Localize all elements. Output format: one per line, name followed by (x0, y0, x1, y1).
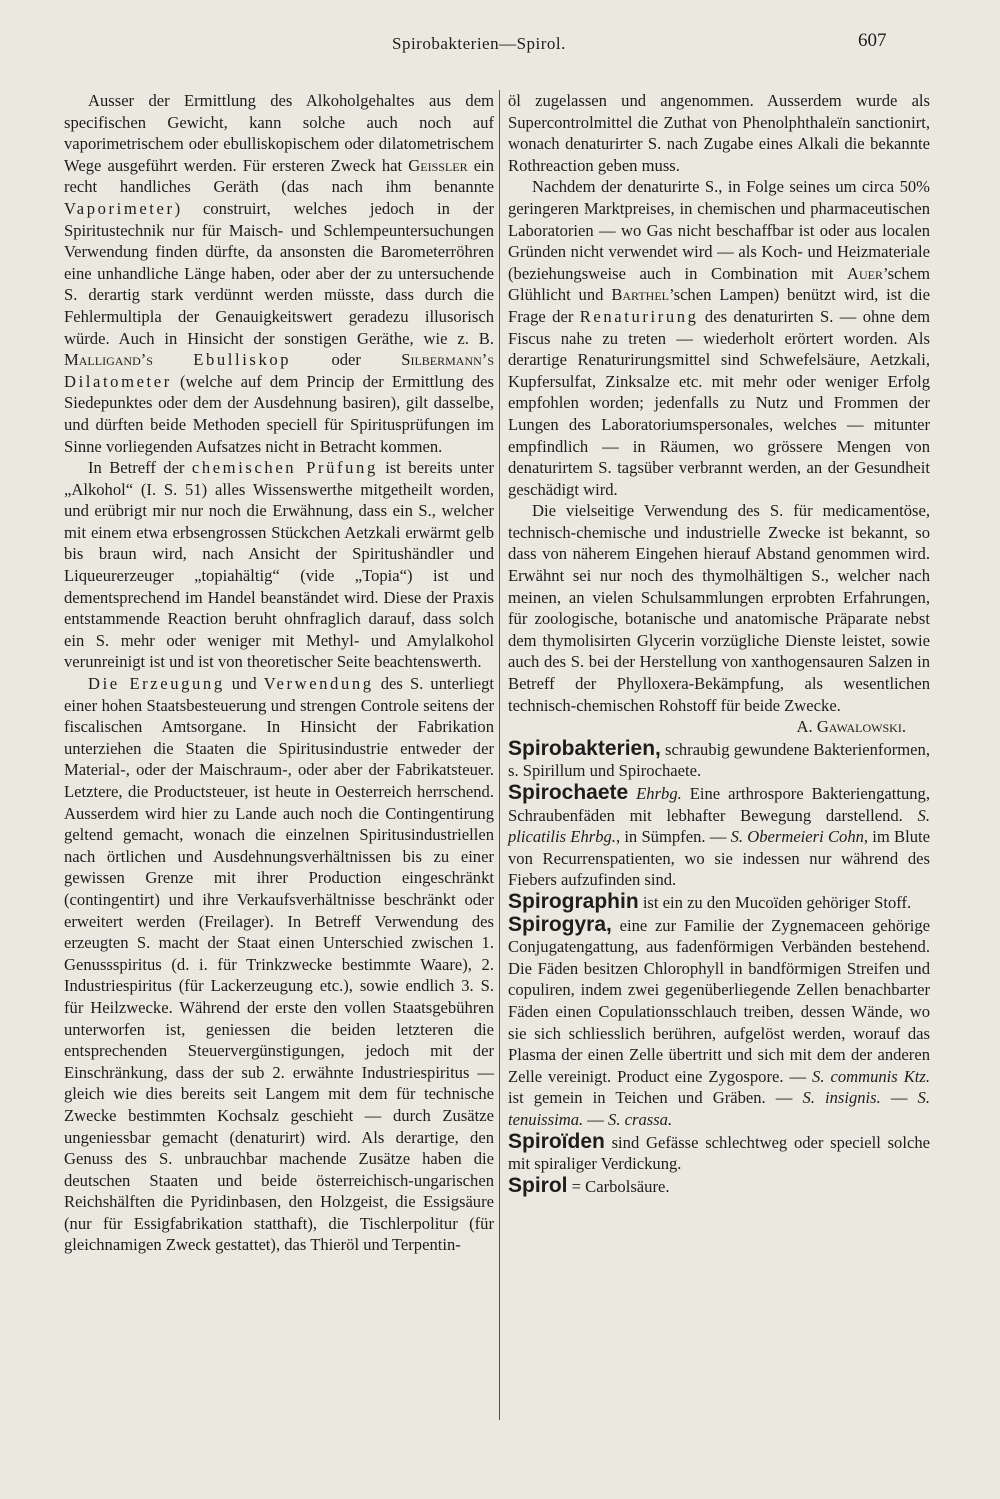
headword: Spiroïden (508, 1129, 605, 1153)
paragraph-chemical-test: In Betreff der chemischen Prüfung ist bereits unter „Alkohol“ (I. S. 51) alles Wissenswerthe mitgetheilt worden, und erübrigt mir nur noch die Erwähnung, dass ein S., welcher mit einem etwa erbsengrossen Stückchen Aetzkali erwärmt gelb bis braun wird, nach Ansicht der Spiritushändler und Liqueurerzeuger „topiahältig“ (vide „Topia“) ist und dementsprechend im Handel beanständet wird. Diese der Praxis entstammende Reaction beruht ohnfraglich darauf, dass solch ein S. mehr oder weniger mit Methyl- und Amylalkohol verunreinigt ist und ist von theoretischer Seite beachtenswerth. (64, 458, 494, 672)
headword: Spirogyra, (508, 912, 612, 936)
paragraph-production-taxation: Die Erzeugung und Verwendung des S. unterliegt einer hohen Staatsbesteuerung und strengen Controle seitens der fiscalischen Amtsorgane. In Hinsicht der Fabrikation unterziehen die Staaten die Spiritusindustrie entweder der Material-, oder der Maischraum-, oder aber der Fabrikatsteuer. Letztere, die Productsteuer, ist heute in Oesterreich herrschend. Ausserdem wird hier zu Lande auch noch die Contingentirung geltend gemacht, wonach die einzelnen Spiritusindustriellen nach örtlichen und Ausdehnungsverhältnissen bis zu einer gewissen Grenze mit ihrer Production eingeschränkt (contingentirt) und ihre Verkaufsverhältnisse beschränkt oder erweitert werden (Freilager). In Betreff Verwendung des erzeugten S. macht der Staat einen Unterschied zwischen 1. Genussspiritus (d. i. für Trinkzwecke bestimmte Waare), 2. Industriespiritus (für Lackerzeugung etc.), sowie endlich 3. S. für Heilzwecke. Während der erste den vollen Staatsgebühren unterworfen ist, geniessen die beiden letzteren die entsprechenden Steuervergünstigungen, jedoch mit der Einschränkung, dass der sub 2. erwähnte Industriespiritus — gleich wie dies bereits seit Langem mit dem für technische Zwecke bestimmten Kochsalz geschieht — durch Zusätze ungeniessbar gemacht (denaturirt) wird. Als derartige, den Genuss des S. unbrauchbar machende Zusätze haben die deutschen Staaten und beide österreichisch-ungarischen Reichshälften die Pyridinbasen, den Holzgeist, die Essigsäure (nur für Essigfabrikation statthaft), die Tischlerpolitur (für gleichnamigen Zweck gestattet), das Thieröl und Terpentin- (64, 674, 494, 1255)
headword: Spirol (508, 1173, 568, 1197)
left-column (64, 90, 494, 1256)
running-title: Spirobakterien—Spirol. (392, 34, 566, 53)
paragraph-alcohol-determination: Ausser der Ermittlung des Alkoholgehaltes aus dem specifischen Gewicht, kann solche auch noch auf vaporimetrischem oder ebulliskopischem oder dilatometrischem Wege ausgeführt werden. Für ersteren Zweck hat Geissler ein recht handliches Geräth (das nach ihm benannte Vaporimeter) construirt, welches jedoch in der Spiritustechnik nur für Maisch- und Schlempeuntersuchungen Verwendung finden dürfte, da ansonsten die Barometerröhren eine unhandliche Länge haben, oder aber der zu untersuchende S. derartig stark verdünnt werden müsste, dass durch die Fehlermultipla der Genauigkeitswert geradezu illusorisch würde. Auch in Hinsicht der sonstigen Geräthe, wie z. B. Malligand’s Ebulliskop oder Silbermann’s Dilatometer (welche auf dem Princip der Ermittlung des Siedepunktes oder dem der Ausdehnung basiren), gilt dasselbe, und dürften beide Methoden speciell für Spiritusprüfungen im Sinne vorliegenden Aufsatzes nicht in Betracht kommen. (64, 91, 494, 456)
author-signature: A. Gawalowski. (796, 717, 906, 737)
paragraph-uses: Die vielseitige Verwendung des S. für medicamentöse, technisch-chemische und industrielle Zwecke ist bekannt, so dass von näherem Eingehen hierauf Abstand genommen wird. Erwähnt sei nur noch des thymolhältigen S., welcher nach meinen, an vielen Schulsammlungen erprobten Erfahrungen, für zoologische, botanische und anatomische Präparate nebst dem thymolisirten Glycerin vorzügliche Dienste leistet, sowie auch des S. bei der Herstellung von xanthogensauren Salzen in Betreff der Phylloxera-Bekämpfung, als wesentlichen technisch-chemischen Rohstoff für beide Zwecke. (508, 501, 930, 715)
entry-spirobakterien: Spirobakterien, schraubig gewundene Bakterienformen, s. Spirillum und Spirochaete. (508, 736, 930, 781)
entry-spirochaete: Spirochaete Ehrbg. Eine arthrospore Bakteriengattung, Schraubenfäden mit lebhafter Bewegung darstellend. S. plicatilis Ehrbg., in Sümpfen. — S. Obermeieri Cohn, im Blute von Recurrenspatienten, wo sie indessen nur während des Fiebers aufzufinden sind. (508, 781, 930, 890)
paragraph-renaturing: Nachdem der denaturirte S., in Folge seines um circa 50% geringeren Marktpreises, in chemischen und pharmaceutischen Laboratorien — wo Gas nicht beschaffbar ist oder aus localen Gründen nicht verwendet wird — als Koch- und Heizmateriale (beziehungsweise auch in Combination mit Auer’schem Glühlicht und Barthel’schen Lampen) benützt wird, ist die Frage der Renaturirung des denaturirten S. — ohne dem Fiscus nahe zu treten — wiederholt erörtert worden. Als derartige Renaturirungsmittel sind Schwefelsäure, Aetzkali, Kupfersulfat, Zinksalze etc. mit mehr oder weniger Erfolg empfohlen worden; jedenfalls zu Nutz und Frommen der Lungen des Laboratoriumspersonales, welches — mitunter empfindlich — in Räumen, wo grössere Mengen von denaturirtem S. tagsüber verbrannt werden, an der Gesundheit geschädigt wird. (508, 177, 930, 499)
column-divider (499, 90, 500, 1420)
entry-spirographin: Spirographin ist ein zu den Mucoïden gehöriger Stoff. (508, 889, 912, 913)
entry-spiroiden: Spiroïden sind Gefässe schlechtweg oder speciell solche mit spiraliger Verdickung. (508, 1129, 930, 1174)
right-column (508, 90, 930, 1197)
headword: Spirobakterien, (508, 736, 661, 760)
entry-spirogyra: Spirogyra, eine zur Familie der Zygnemaceen gehörige Conjugatengattung, aus fadenförmigen Verbänden bestehend. Die Fäden besitzen Chlorophyll in bandförmigen Streifen und copuliren, indem zwei gegenüberliegende Zellen benachbarter Fäden einen Copulationsschlauch treiben, dessen Wände, wo sie sich schliesslich berühren, aufgelöst werden, worauf das Plasma der einen Zelle übertritt und sich mit dem der anderen Zelle vereinigt. Product eine Zygospore. — S. communis Ktz. ist gemein in Teichen und Gräben. — S. insignis. — S. tenuissima. — S. crassa. (508, 912, 930, 1129)
paragraph-denaturing-continued: öl zugelassen und angenommen. Ausserdem wurde als Supercontrolmittel die Zuthat von Phenolphthaleïn sanctionirt, wonach denaturirter S. nach Zugabe eines Alkali die bekannte Rothreaction geben muss. (508, 91, 930, 175)
entry-spirol: Spirol = Carbolsäure. (508, 1173, 670, 1197)
headword: Spirographin (508, 889, 639, 913)
page-number: 607 (858, 30, 887, 51)
headword: Spirochaete (508, 781, 629, 804)
page-header (0, 30, 1000, 64)
